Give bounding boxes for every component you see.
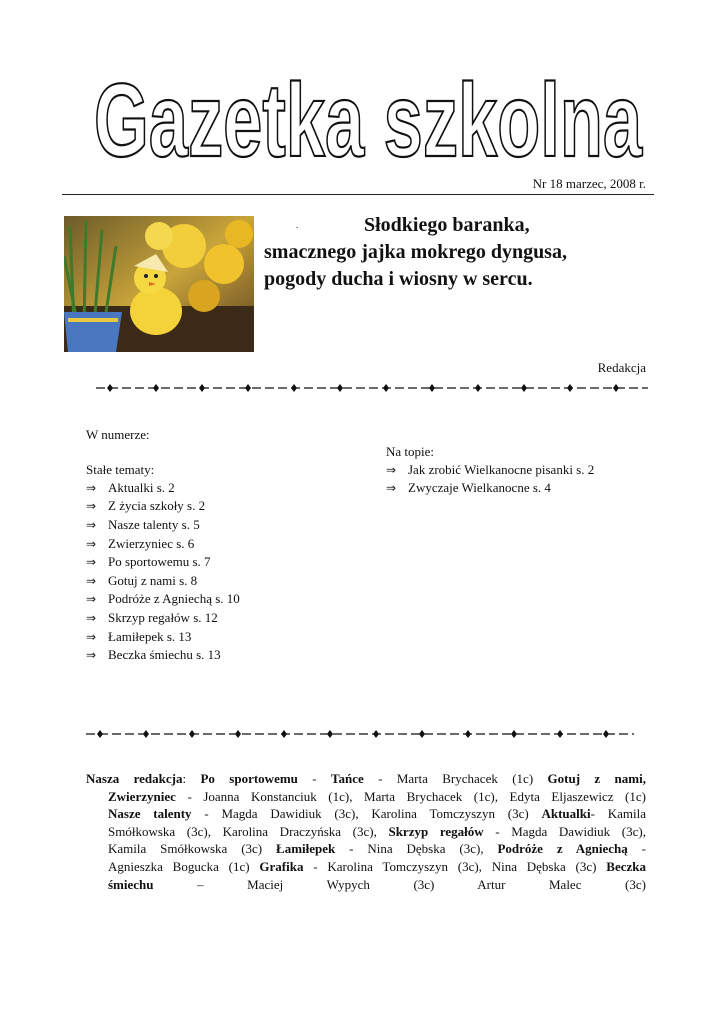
- easter-chick-photo: [64, 216, 254, 352]
- contents-item-label: Nasze talenty s. 5: [108, 516, 200, 532]
- ontop-list: [386, 461, 594, 498]
- team-line: [86, 788, 646, 806]
- ontop-heading: Na topie:: [386, 444, 435, 459]
- arrow-icon: ⇒: [86, 629, 97, 644]
- team-role: Nasze talenty: [108, 806, 192, 822]
- team-text: -: [627, 841, 646, 857]
- contents-item-label: Podróże z Agniechą s. 10: [108, 591, 240, 607]
- arrow-icon: ⇒: [386, 481, 397, 496]
- team-text: :: [182, 771, 201, 786]
- editorial-team: [86, 770, 646, 893]
- ontop-item: [386, 479, 594, 498]
- contents-item-label: Aktualki s. 2: [108, 479, 175, 495]
- team-line: [86, 840, 646, 858]
- contents-section: [86, 426, 240, 665]
- team-role: śmiechu: [108, 876, 154, 892]
- easter-greeting: [264, 212, 664, 293]
- masthead-title: [88, 66, 648, 166]
- team-line: [86, 823, 646, 841]
- team-line: [86, 805, 646, 823]
- team-role: Nasza redakcja: [86, 771, 183, 786]
- team-role: Łamiłepek: [276, 841, 336, 857]
- team-line: [86, 858, 646, 876]
- team-text: - Joanna Konstanciuk (1c), Marta Brychacek (1c), Edyta Eljaszewicz (1c): [175, 788, 646, 804]
- team-role: Po sportowemu: [200, 771, 298, 786]
- team-role: Zwierzyniec: [108, 788, 176, 804]
- contents-item: [86, 628, 240, 647]
- team-role: Aktualki: [541, 806, 591, 822]
- contents-item-label: Po sportowemu s. 7: [108, 554, 211, 570]
- team-role: Skrzyp regałów: [388, 823, 484, 839]
- contents-item: [86, 553, 240, 572]
- contents-item-label: Gotuj z nami s. 8: [108, 572, 198, 588]
- stray-dot: .: [296, 220, 299, 230]
- ontop-section: [386, 443, 594, 498]
- team-role: Beczka: [606, 858, 647, 874]
- arrow-icon: ⇒: [86, 555, 97, 570]
- team-line: [86, 876, 646, 894]
- ornamental-divider-top: [96, 384, 648, 392]
- ontop-item-label: Zwyczaje Wielkanocne s. 4: [408, 480, 551, 496]
- contents-item: [86, 479, 240, 498]
- team-text: – Maciej Wypych (3c) Artur Malec (3c): [153, 876, 646, 892]
- contents-item: [86, 609, 240, 628]
- greeting-line-2: smacznego jajka mokrego dyngusa,: [264, 241, 567, 263]
- team-text: - Nina Dębska (3c),: [335, 841, 498, 857]
- contents-item-label: Beczka śmiechu s. 13: [108, 647, 221, 663]
- header-divider: [62, 194, 654, 195]
- contents-item: [86, 590, 240, 609]
- arrow-icon: ⇒: [86, 480, 97, 495]
- team-text: - Kamila: [590, 806, 646, 822]
- contents-item: [86, 646, 240, 665]
- greeting-line-3: pogody ducha i wiosny w sercu.: [264, 268, 533, 290]
- arrow-icon: ⇒: [386, 462, 397, 477]
- signoff: Redakcja: [597, 360, 646, 375]
- contents-item: [86, 516, 240, 535]
- greeting-line-1: Słodkiego baranka,: [364, 214, 530, 236]
- contents-item: [86, 497, 240, 516]
- arrow-icon: ⇒: [86, 517, 97, 532]
- arrow-icon: ⇒: [86, 499, 97, 514]
- arrow-icon: ⇒: [86, 648, 97, 663]
- team-text: - Marta Brychacek (1c): [363, 771, 548, 786]
- team-line: [86, 770, 646, 788]
- ontop-item: [386, 461, 594, 480]
- contents-item-label: Łamiłepek s. 13: [108, 628, 192, 644]
- contents-subheading: Stałe tematy:: [86, 462, 155, 478]
- team-text: Kamila Smółkowska (3c): [108, 841, 277, 857]
- contents-item-label: Z życia szkoły s. 2: [108, 498, 206, 514]
- team-role: Podróże z Agniechą: [497, 841, 628, 857]
- ornamental-divider-bottom: [86, 730, 634, 738]
- team-text: - Magda Dawidiuk (3c),: [483, 823, 646, 839]
- contents-item: [86, 535, 240, 554]
- team-text: -: [297, 771, 331, 786]
- contents-item-label: Zwierzyniec s. 6: [108, 535, 195, 551]
- team-role: Tańce: [331, 771, 364, 786]
- arrow-icon: ⇒: [86, 536, 97, 551]
- ontop-item-label: Jak zrobić Wielkanocne pisanki s. 2: [408, 461, 595, 477]
- arrow-icon: ⇒: [86, 592, 97, 607]
- contents-heading: W numerze:: [86, 427, 150, 442]
- team-role: Grafika: [259, 858, 304, 874]
- team-text: Agnieszka Bogucka (1c): [108, 858, 260, 874]
- arrow-icon: ⇒: [86, 573, 97, 588]
- team-text: - Magda Dawidiuk (3c), Karolina Tomczyszyn (3c): [191, 806, 542, 822]
- arrow-icon: ⇒: [86, 610, 97, 625]
- contents-item-label: Skrzyp regałów s. 12: [108, 609, 218, 625]
- team-role: Gotuj z nami,: [547, 771, 646, 786]
- contents-list: [86, 479, 240, 665]
- team-text: Smółkowska (3c), Karolina Draczyńska (3c),: [108, 823, 389, 839]
- svg-text:Gazetka szkolna: Gazetka szkolna: [94, 66, 643, 166]
- contents-item: [86, 572, 240, 591]
- issue-number-date: Nr 18 marzec, 2008 r.: [532, 176, 646, 191]
- team-text: - Karolina Tomczyszyn (3c), Nina Dębska (3c): [303, 858, 607, 874]
